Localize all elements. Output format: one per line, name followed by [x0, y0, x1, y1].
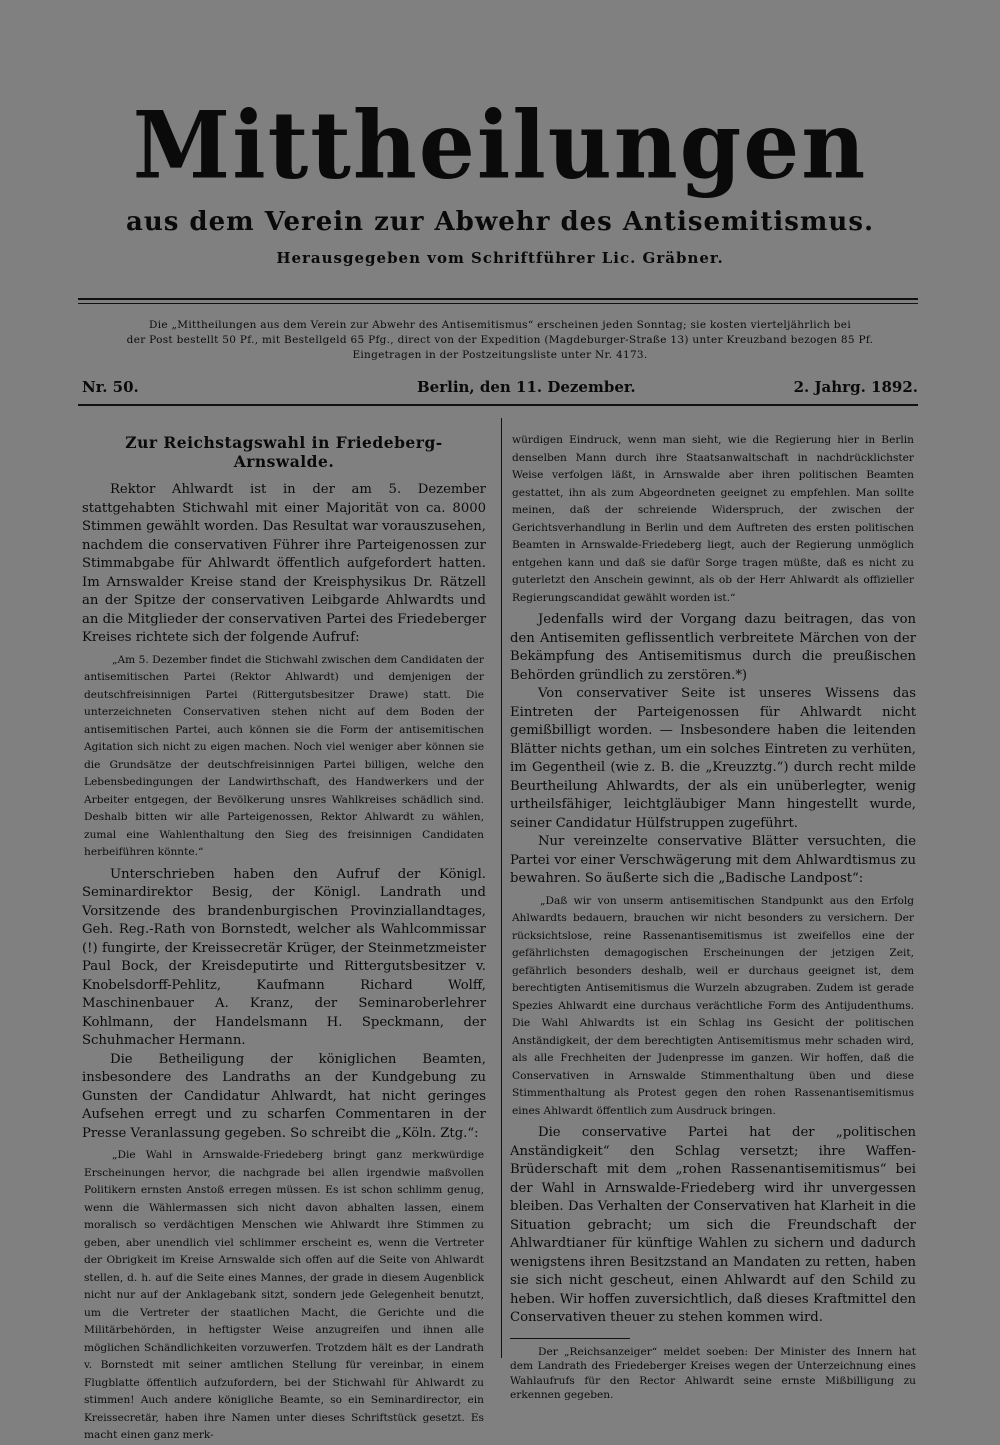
issue-year: 2. Jahrg. 1892.	[793, 378, 918, 396]
article-paragraph: Von conservativer Seite ist unseres Wissens das Eintreten der Parteigenossen für Ahlwardt nicht gemißbilligt worden. — Insbesondere haben die leitenden Blätter nichts gethan, um ein solches Eintreten zu verhüten, im Gegentheil (wie z. B. die „Kreuzztg.“) durch recht milde Beurtheilung Ahlwardts, der als ein unüberlegter, wenig urtheilsfähiger, leichtgläubiger Mann hingestellt wurde, seiner Candidatur Hülfstruppen zugeführt.	[510, 686, 916, 831]
footnote: Der „Reichsanzeiger“ meldet soeben: Der Minister des Innern hat dem Landrath des Friedeberger Kreises wegen der Unterzeichnung eines Wahlaufrufs für den Rector Ahlwardt seine ernste Mißbilligung zu erkennen gegeben.	[510, 1345, 916, 1401]
article-paragraph: Unterschrieben haben den Aufruf der Königl. Seminardirektor Besig, der Königl. Landrath und Vorsitzende des brandenburgischen Provinziallandtages, Geh. Reg.-Rath von Bornstedt, welcher als Wahlcommissar (!) fungirte, der Kreissecretär Krüger, der Steinmetzmeister Paul Bock, der Kreisdeputirte und Rittergutsbesitzer v. Knobelsdorff-Pehlitz, Kaufmann Richard Wolff, Maschinenbauer A. Kranz, der Seminaroberlehrer Kohlmann, der Handelsmann H. Speckmann, der Schuhmacher Hermann.	[82, 866, 486, 1048]
column-divider	[501, 418, 502, 1358]
subscription-line-1: Die „Mittheilungen aus dem Verein zur Abwehr des Antisemitismus“ erscheinen jeden Sonntag; sie kosten vierteljährlich bei	[149, 319, 851, 331]
quoted-press: „Die Wahl in Arnswalde-Friedeberg bringt ganz merkwürdige Erscheinungen hervor, die nachgrade bei allen irgendwie maßvollen Politikern ernsten Anstoß erregen müssen. Es ist schon schlimm genug, wenn die Wählermassen sich nicht davon abhalten lassen, einem moralisch so verdächtigen Menschen wie Ahlwardt ihre Stimmen zu geben, aber unendlich viel schlimmer erscheint es, wenn die Vertreter der Obrigkeit im Kreise Arnswalde sich offen auf die Seite von Ahlwardt stellen, d. h. auf die Seite eines Mannes, der grade in diesem Augenblick nicht nur auf der Anklagebank sitzt, sondern jede Gelegenheit benutzt, um die Vertreter der staatlichen Macht, die Gerichte und die Militärbehörden, in heftigster Weise anzugreifen und ihnen alle möglichen Schändlichkeiten vorzuwerfen. Trotzdem hält es der Landrath v. Bornstedt mit seiner amtlichen Stellung für vereinbar, in einem Flugblatte öffentlich aufzufordern, bei der Stichwahl für Ahlwardt zu stimmen! Auch andere königliche Beamte, so ein Seminardirector, ein Kreissecretär, haben ihre Namen unter dieses Schriftstück gesetzt. Es macht einen ganz merk-	[84, 1149, 484, 1441]
article-paragraph: Rektor Ahlwardt ist in der am 5. Dezember stattgehabten Stichwahl mit einer Majorität von ca. 8000 Stimmen gewählt worden. Das Resultat war vorauszusehen, nachdem die conservativen Führer ihre Parteigenossen zur Stimmabgabe für Ahlwardt öffentlich aufgefordert hatten. Im Arnswalder Kreise stand der Kreisphysikus Dr. Rätzell an der Spitze der conservativen Leibgarde Ahlwardts und an die Mitglieder der conservativen Partei des Friedeberger Kreises richtete sich der folgende Aufruf:	[82, 482, 486, 645]
newspaper-title: Mittheilungen	[132, 90, 868, 200]
article-paragraph: Die Betheiligung der königlichen Beamten, insbesondere des Landraths an der Kundgebung zu Gunsten der Candidatur Ahlwardt, hat nicht geringes Aufsehen erregt und zu scharfen Commentaren in der Presse Veranlassung gegeben. So schreibt die „Köln. Ztg.“:	[82, 1051, 486, 1141]
subscription-line-2: der Post bestellt 50 Pf., mit Bestellgeld 65 Pfg., direct von der Expedition (Magdeburger-Straße 13) unter Kreuzband bezogen 85 Pf.	[126, 334, 874, 346]
issue-number: Nr. 50.	[82, 378, 139, 396]
article-paragraph: Jedenfalls wird der Vorgang dazu beitragen, das von den Antisemiten geflissentlich verbreitete Märchen von der Bekämpfung des Antisemitismus durch die preußischen Behörden gründlich zu zerstören.*)	[510, 612, 916, 683]
article-paragraph: Nur vereinzelte conservative Blätter versuchten, die Partei vor einer Verschwägerung mit dem Ahlwardtismus zu bewahren. So äußerte sich die „Badische Landpost“:	[510, 834, 916, 886]
article-paragraph: Die conservative Partei hat der „politischen Anständigkeit“ den Schlag versetzt; ihre Waffen-Brüderschaft mit dem „rohen Rassenantisemitismus“ bei der Wahl in Arnswalde-Friedeberg wird ihr unvergessen bleiben. Das Verhalten der Conservativen hat Klarheit in die Situation gebracht; um sich die Freundschaft der Ahlwardtianer für künftige Wahlen zu sichern und dadurch wenigstens ihren Besitzstand an Mandaten zu retten, haben sie sich nicht gescheut, einen Ahlwardt auf den Schild zu heben. Wir hoffen zuversichtlich, daß dieses Kraftmittel den Conservativen theuer zu stehen kommen wird.	[510, 1125, 916, 1325]
quoted-appeal: „Am 5. Dezember findet die Stichwahl zwischen dem Candidaten der antisemitischen Partei (Rektor Ahlwardt) und demjenigen der deutschfreisinnigen Partei (Rittergutsbesitzer Drawe) statt. Die unterzeichneten Conservativen stehen nicht auf dem Boden der antisemitischen Partei, auch können sie die Form der antisemitischen Agitation sich nicht zu eigen machen. Noch viel weniger aber können sie die Grundsätze der deutschfreisinnigen Partei billigen, welche den Lebensbedingungen der Landwirthschaft, des Handwerkers und der Arbeiter entgegen, der Bevölkerung unsres Wahlkreises schädlich sind. Deshalb bitten wir alle Parteigenossen, Rektor Ahlwardt zu wählen, zumal eine Wahlenthaltung den Sieg des freisinnigen Candidaten herbeiführen könnte.“	[84, 653, 484, 858]
subscription-info	[110, 318, 890, 363]
masthead	[0, 90, 1000, 267]
masthead-rule	[78, 298, 918, 304]
issue-date: Berlin, den 11. Dezember.	[417, 378, 636, 396]
quoted-landpost: „Daß wir von unserm antisemitischen Standpunkt aus den Erfolg Ahlwardts bedauern, brauchen wir nicht besonders zu versichern. Der rücksichtslose, reine Rassenantisemitismus ist zweifellos eine der gefährlichsten demagogischen Erscheinungen der jetzigen Zeit, gefährlich besonders deshalb, weil er durchaus geeignet ist, dem berechtigten Antisemitismus die Wurzeln abzugraben. Zudem ist gerade Spezies Ahlwardt eine durchaus verächtliche Form des Antijudenthums. Die Wahl Ahlwardts ist ein Schlag ins Gesicht der politischen Anständigkeit, der dem berechtigten Antisemitismus mehr schaden wird, als alle Frechheiten der Judenpresse im ganzen. Wir hoffen, daß die Conservativen in Arnswalde Stimmenthaltung üben und diese Stimmenthaltung als Protest gegen den rohen Rassenantisemitismus eines Ahlwardt öffentlich zum Ausdruck bringen.	[512, 894, 914, 1117]
subscription-line-3: Eingetragen in der Postzeitungsliste unter Nr. 4173.	[352, 349, 648, 361]
article-heading: Zur Reichstagswahl in Friedeberg-Arnswalde.	[125, 433, 443, 471]
right-column	[510, 428, 916, 1401]
footnote-rule	[510, 1338, 630, 1339]
quoted-press-continued: würdigen Eindruck, wenn man sieht, wie die Regierung hier in Berlin denselben Mann durch ihre Staatsanwaltschaft in nachdrücklichster Weise verfolgen läßt, in Arnswalde aber ihren politischen Beamten gestattet, ihn als zum Abgeordneten geeignet zu empfehlen. Man sollte meinen, daß der schreiende Widerspruch, der zwischen der Gerichtsverhandlung in Berlin und dem Auftreten des ersten politischen Beamten in Arnswalde-Friedeberg liegt, auch der Regierung unmöglich entgehen kann und daß sie dafür Sorge tragen müßte, daß es nicht zu guterletzt den Anschein gewinnt, als ob der Herr Ahlwardt als offizieller Regierungscandidat gewählt worden ist.“	[512, 434, 914, 604]
newspaper-subtitle: aus dem Verein zur Abwehr des Antisemitismus.	[125, 207, 875, 237]
editor-line: Herausgegeben vom Schriftführer Lic. Gräbner.	[276, 249, 724, 267]
dateline-rule	[78, 404, 918, 406]
left-column	[82, 428, 486, 1441]
dateline	[82, 378, 918, 400]
